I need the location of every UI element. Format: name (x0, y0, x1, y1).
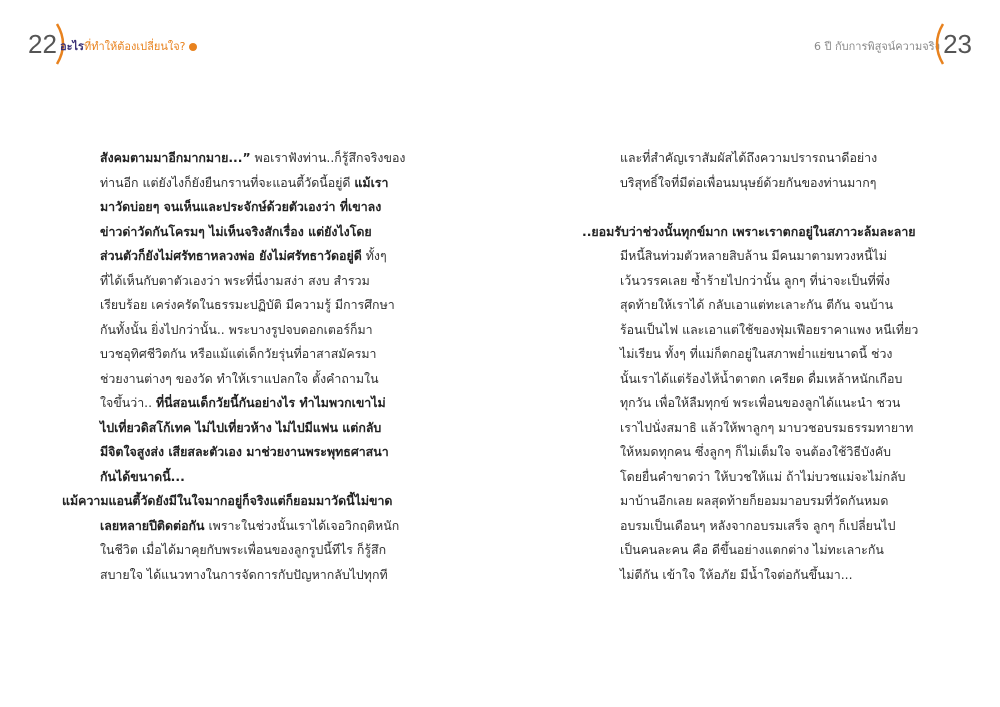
text-line (500, 391, 918, 416)
body-text: ท่านอีก แต่ยังไงก็ยังยืนกรานที่จะแอนตี้วัดนี้อยู่ดี (100, 174, 355, 190)
running-head-left (60, 40, 197, 54)
text-line (500, 416, 918, 441)
bold-text: ไปเที่ยวดิสโก้เทค ไม่ไปเที่ยวห้าง ไม่ไปมีแฟน แต่กลับ (100, 419, 382, 435)
text-line (500, 269, 918, 294)
right-body-text (500, 146, 918, 587)
text-line (0, 367, 405, 392)
body-text: มาบ้านอีกเลย ผลสุดท้ายก็ยอมมาอบรมที่วัดกันหมด (620, 493, 889, 508)
text-line (0, 293, 405, 318)
page-number-right: 23 (943, 29, 972, 59)
running-head-left-bold: อะไร (60, 40, 84, 53)
left-body-text (0, 146, 405, 587)
text-line (500, 440, 918, 465)
body-text: อบรมเป็นเดือนๆ หลังจากอบรมเสร็จ ลูกๆ ก็เปลี่ยนไป (620, 517, 896, 533)
text-line (0, 514, 405, 539)
body-text: ทั้งๆ (361, 248, 387, 263)
page-number-left-wrap (28, 30, 57, 58)
bold-text: ..ยอมรับว่าช่วงนั้นทุกข์มาก เพราะเราตกอยู่ในสภาวะล้มละลาย (582, 223, 916, 239)
text-line (0, 244, 405, 269)
body-text: เรียบร้อย เคร่งครัดในธรรมะปฏิบัติ มีความรู้ มีการศึกษา (100, 297, 395, 312)
body-text: ทุกวัน เพื่อให้ลืมทุกข์ พระเพื่อนของลูกได้แนะนำ ชวน (620, 395, 901, 410)
body-text: และที่สำคัญเราสัมผัสได้ถึงความปรารถนาดีอย่าง (620, 150, 878, 165)
text-line (0, 195, 405, 220)
text-line (500, 244, 918, 269)
text-line (0, 538, 405, 563)
text-line (500, 195, 918, 220)
bold-text: ส่วนตัวก็ยังไม่ศรัทธาหลวงพ่อ ยังไม่ศรัทธาวัดอยู่ดี (100, 248, 362, 263)
body-text: ร้อนเป็นไฟ และเอาแต่ใช้ของฟุ่มเฟือยราคาแพง หนีเที่ยว (620, 321, 919, 337)
body-text: ช่วยงานต่างๆ ของวัด ทำให้เราแปลกใจ ตั้งคำถามใน (100, 370, 379, 386)
body-text: สบายใจ ได้แนวทางในการจัดการกับปัญหากลับไปทุกที (100, 566, 388, 582)
body-text: เว้นวรรคเลย ซ้ำร้ายไปกว่านั้น ลูกๆ ที่น่าจะเป็นที่พึ่ง (620, 272, 891, 288)
text-line (0, 342, 405, 367)
bold-text: กันได้ขนาดนี้... (100, 468, 185, 484)
text-line (0, 171, 405, 196)
page-number-right-wrap (943, 30, 972, 58)
text-line (500, 318, 918, 343)
text-line (500, 465, 918, 490)
bold-text: แม้ความแอนตี้วัดยังมีในใจมากอยู่ก็จริงแต่ก็ยอมมาวัดนี้ไม่ขาด (62, 493, 393, 508)
body-text: บวชอุทิศชีวิตกัน หรือแม้แต่เด็กวัยรุ่นที่อาสาสมัครมา (100, 346, 377, 361)
body-text: ในชีวิต เมื่อได้มาคุยกับพระเพื่อนของลูกรูปนี้ทีไร ก็รู้สึก (100, 542, 387, 557)
body-text: นั้นเราได้แต่ร้องไห้น้ำตาตก เครียด ดื่มเหล้าหนักเกือบ (620, 370, 903, 386)
bold-text: มีจิตใจสูงส่ง เสียสละตัวเอง มาช่วยงานพระพุทธศาสนา (100, 444, 389, 459)
text-line (0, 489, 405, 514)
text-line (500, 171, 918, 196)
text-line (500, 220, 918, 245)
body-text: มีหนี้สินท่วมตัวหลายสิบล้าน มีคนมาตามทวงหนี้ไม่ (620, 248, 887, 263)
body-text: บริสุทธิ์ใจที่มีต่อเพื่อนมนุษย์ด้วยกันของท่านมากๆ (620, 174, 877, 190)
body-text: ให้หมดทุกคน ซึ่งลูกๆ ก็ไม่เต็มใจ จนต้องใช้วิธีบังคับ (620, 444, 892, 459)
text-line (0, 391, 405, 416)
running-head-right: 6 ปี กับการพิสูจน์ความจริง (814, 40, 940, 53)
text-line (500, 489, 918, 514)
text-line (500, 342, 918, 367)
body-text: สุดท้ายให้เราได้ กลับเอาแต่ทะเลาะกัน ตีกัน จนบ้าน (620, 297, 894, 312)
text-line (0, 146, 405, 171)
text-line (0, 465, 405, 490)
text-line (500, 146, 918, 171)
page-number-left: 22 (28, 29, 57, 59)
body-text: ที่ได้เห็นกับตาตัวเองว่า พระที่นี่งามสง่า สงบ สำรวม (100, 272, 370, 288)
text-line (0, 563, 405, 588)
body-text: เป็นคนละคน คือ ดีขึ้นอย่างแตกต่าง ไม่ทะเลาะกัน (620, 542, 884, 557)
text-line (500, 367, 918, 392)
text-line (0, 416, 405, 441)
text-line (0, 269, 405, 294)
page-number-arc-right (929, 22, 945, 66)
text-line (0, 318, 405, 343)
text-line (500, 514, 918, 539)
body-text: เพราะในช่วงนั้นเราได้เจอวิกฤติหนัก (204, 517, 400, 533)
text-line (0, 440, 405, 465)
bullet-dot-icon (189, 43, 197, 51)
bold-text: ข่าวด่าวัดกันโครมๆ ไม่เห็นจริงสักเรื่อง แต่ยังไงโดย (100, 223, 372, 239)
bold-text: เลยหลายปีติดต่อกัน (100, 517, 205, 533)
body-text: พอเราฟังท่าน..ก็รู้สึกจริงของ (250, 150, 406, 165)
body-text: ไม่ตีกัน เข้าใจ ให้อภัย มีน้ำใจต่อกันขึ้นมา... (620, 566, 853, 582)
text-line (500, 538, 918, 563)
body-text: ใจขึ้นว่า.. (100, 395, 156, 410)
bold-text: มาวัดบ่อยๆ จนเห็นและประจักษ์ด้วยตัวเองว่า ที่เขาลง (100, 199, 382, 214)
text-line (0, 220, 405, 245)
right-page (500, 0, 1000, 707)
body-text: ไม่เรียน ทั้งๆ ที่แม่ก็ตกอยู่ในสภาพย่ำแย่ขนาดนี้ ช่วง (620, 346, 893, 361)
body-text: กันทั้งนั้น ยิ่งไปกว่านั้น.. พระบางรูปจบดอกเตอร์ก็มา (100, 321, 373, 337)
body-text: โดยยื่นคำขาดว่า ให้บวชให้แม่ ถ้าไม่บวชแม่จะไม่กลับ (620, 468, 906, 484)
text-line (500, 293, 918, 318)
bold-text: แม้เรา (354, 174, 389, 190)
body-text: เราไปนั่งสมาธิ แล้วให้พาลูกๆ มาบวชอบรมธรรมทายาท (620, 419, 914, 435)
text-line (500, 563, 918, 588)
bold-text: ที่นี่สอนเด็กวัยนี้กันอย่างไร ทำไมพวกเขาไม่ (155, 395, 386, 410)
running-head-left-text: ที่ทำให้ต้องเปลี่ยนใจ? (83, 40, 186, 53)
bold-text: สังคมตามมาอีกมากมาย...” (100, 150, 251, 165)
